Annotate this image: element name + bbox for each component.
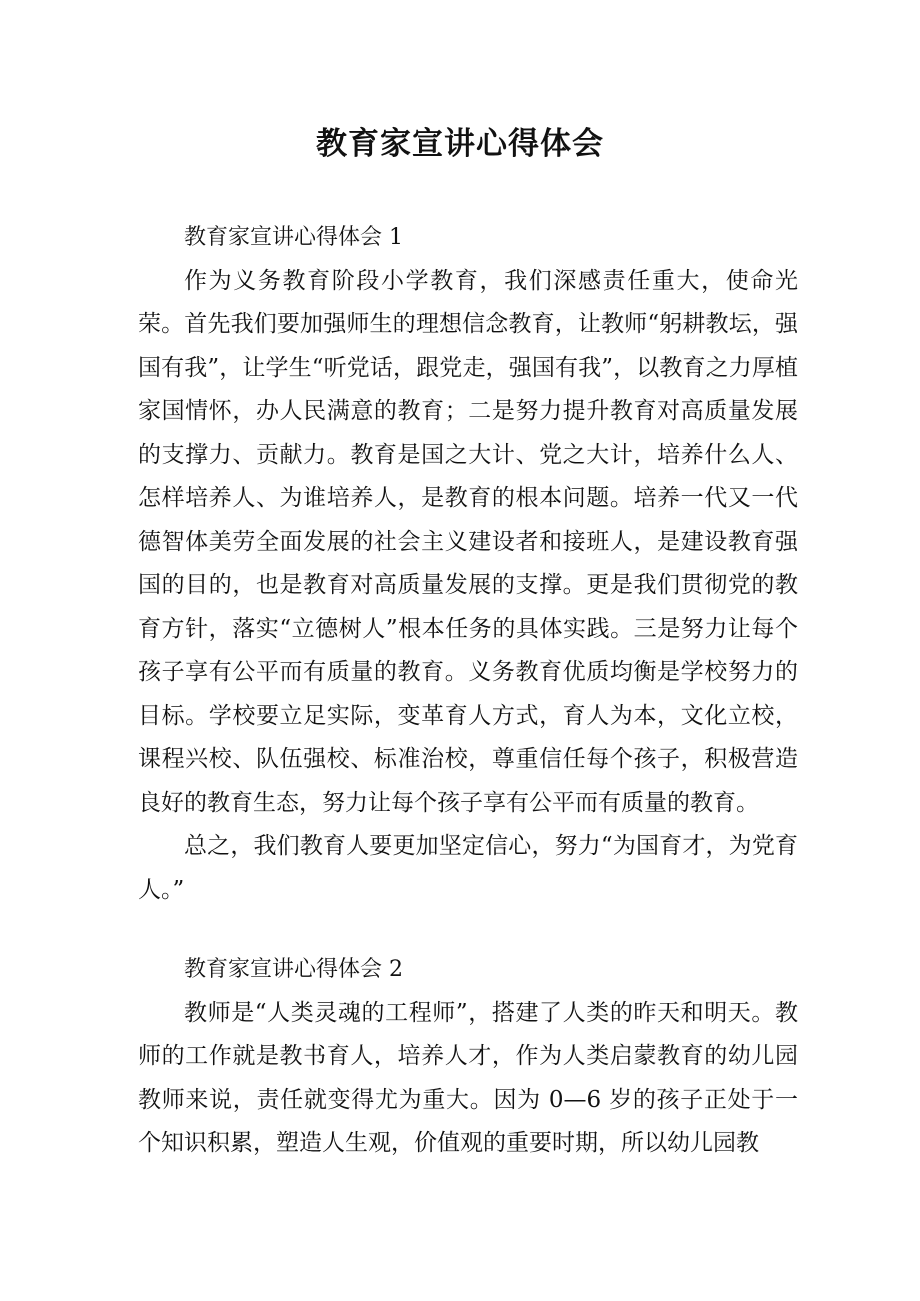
section-2-heading: 教育家宣讲心得体会 2 <box>184 957 403 982</box>
section-1-heading: 教育家宣讲心得体会 1 <box>184 225 403 250</box>
section-1 <box>138 216 798 912</box>
section-2-paragraph-1: 教师是“人类灵魂的工程师”，搭建了人类的昨天和明天。教师的工作就是教书育人，培养人才，作为人类启蒙教育的幼儿园教师来说，责任就变得尤为重大。因为 0—6 岁的孩子正处于一个知识积累，塑造人生观，价值观的重要时期，所以幼儿园教 <box>138 999 798 1156</box>
section-1-paragraph-2: 总之，我们教育人要更加坚定信心，努力“为国育才，为党育人。” <box>138 833 798 903</box>
section-1-paragraph-1: 作为义务教育阶段小学教育，我们深感责任重大，使命光荣。首先我们要加强师生的理想信念教育，让教师“躬耕教坛，强国有我”，让学生“听党话，跟党走，强国有我”，以教育之力厚植家国情怀，办人民满意的教育；二是努力提升教育对高质量发展的支撑力、贡献力。教育是国之大计、党之大计，培养什么人、怎样培养人、为谁培养人，是教育的根本问题。培养一代又一代德智体美劳全面发展的社会主义建设者和接班人，是建设教育强国的目的，也是教育对高质量发展的支撑。更是我们贯彻党的教育方针，落实“立德树人”根本任务的具体实践。三是努力让每个孩子享有公平而有质量的教育。义务教育优质均衡是学校努力的目标。学校要立足实际，变革育人方式，育人为本，文化立校，课程兴校、队伍强校、标准治校，尊重信任每个孩子，积极营造良好的教育生态，努力让每个孩子享有公平而有质量的教育。 <box>138 267 798 816</box>
section-2 <box>138 948 798 1166</box>
document-title: 教育家宣讲心得体会 <box>316 126 604 162</box>
